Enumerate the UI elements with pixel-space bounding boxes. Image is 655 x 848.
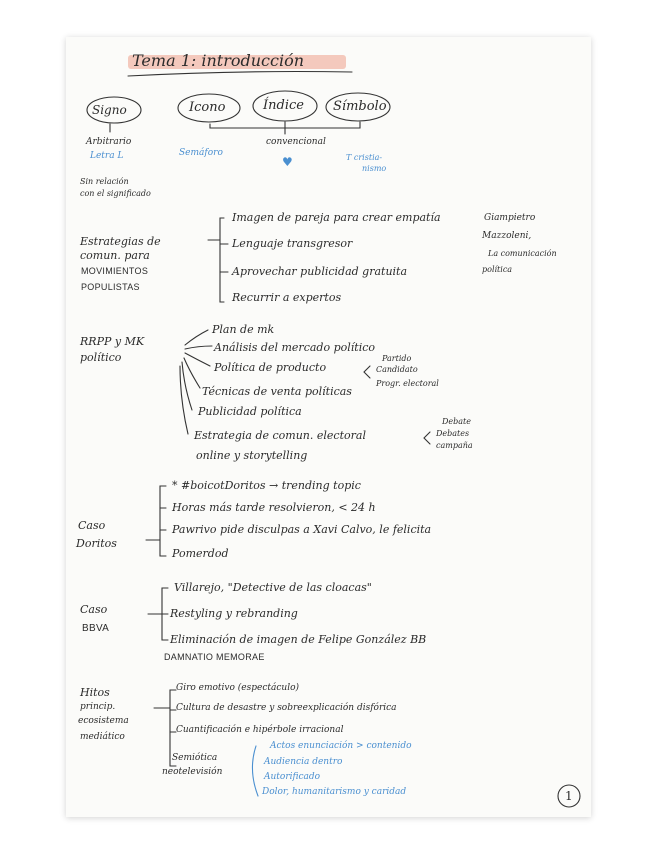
rrpp-item: Publicidad política xyxy=(198,405,302,418)
page-number: 1 xyxy=(565,789,573,803)
estrategias-label-1: Estrategias de xyxy=(80,235,161,248)
electoral-note: campaña xyxy=(436,441,473,450)
semiotica-note: Autorificado xyxy=(264,772,321,782)
doritos-item: Horas más tarde resolvieron, < 24 h xyxy=(172,501,376,514)
producto-note: Partido xyxy=(382,354,412,363)
electoral-note: Debates xyxy=(436,429,470,438)
hitos-label-3: ecosistema xyxy=(78,716,129,726)
rrpp-label-2: político xyxy=(80,351,122,364)
semiotica-note: Actos enunciación > contenido xyxy=(270,741,412,751)
rrpp-item: Política de producto xyxy=(214,361,327,374)
rrpp-item: Plan de mk xyxy=(212,323,275,336)
mazzoleni-note-1: Giampietro xyxy=(484,213,536,223)
doritos-label-1: Caso xyxy=(78,519,106,532)
page-title: Tema 1: introducción xyxy=(132,51,305,70)
mazzoleni-note-4: política xyxy=(482,265,513,274)
estrategias-item: Aprovechar publicidad gratuita xyxy=(232,265,408,278)
hitos-item: Cultura de desastre y sobreexplicación disfórica xyxy=(176,703,397,713)
bbva-item: Villarejo, "Detective de las cloacas" xyxy=(174,581,372,594)
notebook-page xyxy=(66,37,591,817)
cristianismo-note-2: nismo xyxy=(362,164,387,173)
producto-note: Candidato xyxy=(376,365,418,374)
estrategias-item: Lenguaje transgresor xyxy=(232,237,353,250)
doritos-label-2: Doritos xyxy=(76,537,117,550)
producto-note: Progr. electoral xyxy=(376,379,439,388)
convencional-note: convencional xyxy=(266,137,326,147)
doritos-item: Pomerdod xyxy=(172,547,229,560)
estrategias-item: Imagen de pareja para crear empatía xyxy=(232,211,441,224)
cristianismo-note-1: T cristia- xyxy=(346,153,383,162)
heart-icon: ♥ xyxy=(282,155,293,169)
bbva-label-1: Caso xyxy=(80,603,108,616)
sin-relacion-note-1: Sin relación xyxy=(80,177,129,186)
doritos-item: Pawrivo pide disculpas a Xavi Calvo, le felicita xyxy=(172,523,432,536)
bbva-item: Eliminación de imagen de Felipe González BB xyxy=(170,633,427,646)
estrategias-item: Recurrir a expertos xyxy=(232,291,342,304)
indice-label: Índice xyxy=(263,98,304,113)
bbva-item: DAMNATIO MEMORAE xyxy=(164,652,265,662)
semiotica-label-2: neotelevisión xyxy=(162,767,223,777)
arbitrario-note: Arbitrario xyxy=(86,137,132,147)
semaforo-note: Semáforo xyxy=(179,148,223,158)
sin-relacion-note-2: con el significado xyxy=(80,189,151,198)
rrpp-label-1: RRPP y MK xyxy=(80,335,145,348)
bbva-label-2: BBVA xyxy=(82,623,110,634)
doritos-item: * #boicotDoritos → trending topic xyxy=(172,479,361,492)
bbva-item: Restyling y rebranding xyxy=(170,607,298,620)
semiotica-note: Audiencia dentro xyxy=(264,757,343,767)
rrpp-item: online y storytelling xyxy=(196,449,308,462)
hitos-label-4: mediático xyxy=(80,732,125,742)
electoral-note: Debate xyxy=(442,417,471,426)
signo-label: Signo xyxy=(92,103,127,117)
rrpp-item: Análisis del mercado político xyxy=(214,341,375,354)
hitos-item: Giro emotivo (espectáculo) xyxy=(176,683,299,693)
simbolo-label: Símbolo xyxy=(333,99,387,114)
estrategias-label-2: comun. para xyxy=(80,249,150,262)
icono-label: Icono xyxy=(189,100,226,115)
mazzoleni-note-2: Mazzoleni, xyxy=(482,231,532,241)
semiotica-label-1: Semiótica xyxy=(172,753,218,763)
mazzoleni-note-3: La comunicación xyxy=(488,249,557,258)
estrategias-label-4: POPULISTAS xyxy=(81,282,140,292)
rrpp-item: Técnicas de venta políticas xyxy=(202,385,352,398)
hitos-label-2: princip. xyxy=(80,702,116,712)
rrpp-item: Estrategia de comun. electoral xyxy=(194,429,366,442)
estrategias-label-3: MOVIMIENTOS xyxy=(81,266,149,276)
hitos-label-1: Hitos xyxy=(80,686,110,699)
semiotica-note: Dolor, humanitarismo y caridad xyxy=(262,787,407,797)
hitos-item: Cuantificación e hipérbole irracional xyxy=(176,725,344,735)
letra-note: Letra L xyxy=(90,151,124,161)
